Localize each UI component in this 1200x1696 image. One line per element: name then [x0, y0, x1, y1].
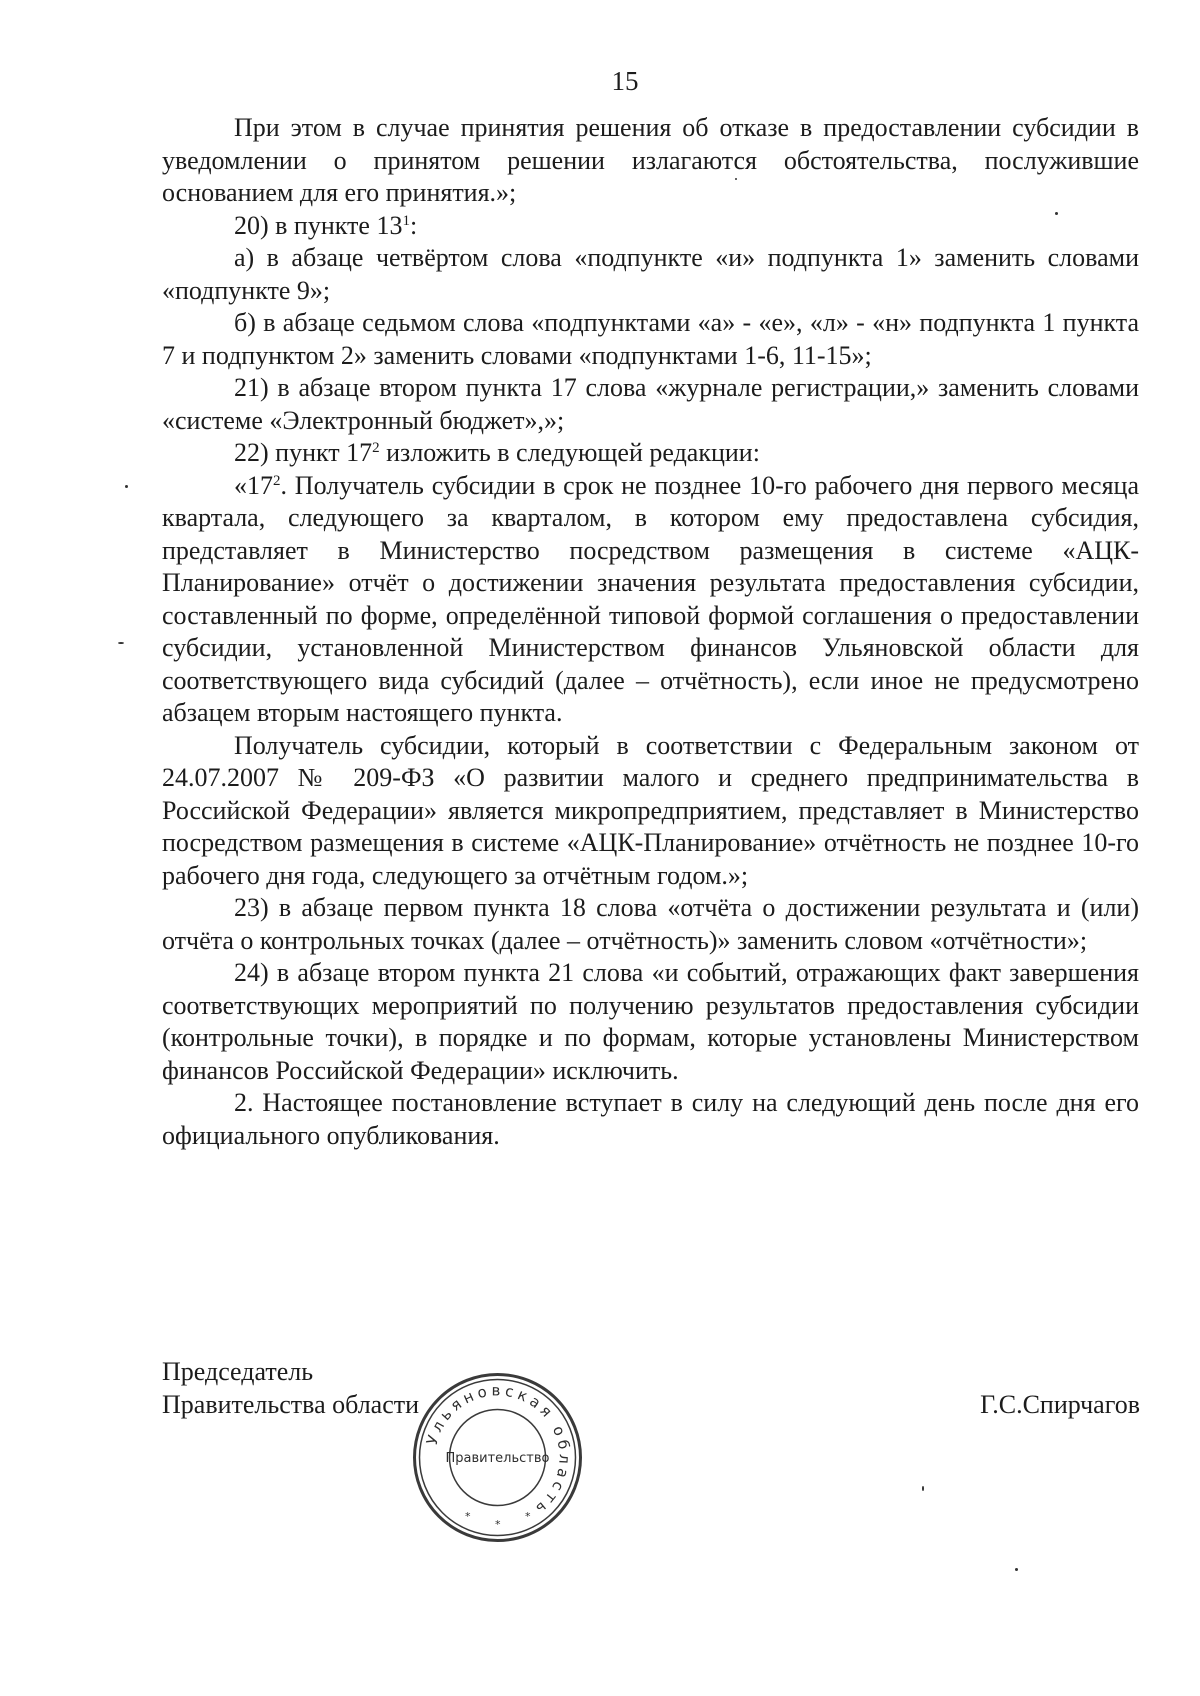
scan-speck	[1015, 1568, 1018, 1571]
signatory-title	[162, 1355, 419, 1421]
paragraph: При этом в случае принятия решения об отказе в предоставлении субсидии в уведомлении о принятом решении излагаются обстоятельства, послужившие основанием для его принятия.»;	[162, 113, 1139, 207]
paragraph: 24) в абзаце втором пункта 21 слова «и событий, отражающих факт завершения соответствующих мероприятий по получению результатов предоставления субсидии (контрольные точки), в порядке и по формам, которые установлены Министерством финансов Российской Федерации» исключить.	[162, 958, 1139, 1085]
document-body	[162, 112, 1139, 1152]
scan-speck	[125, 485, 128, 488]
paragraph: «$17^2$. Получатель субсидии в срок не позднее 10-го рабочего дня первого месяца квартала, следующего за кварталом, в котором ему предоставлена субсидия, представляет в Министерство посредством размещения в системе «АЦК-Планирование» отчёт о достижении значения результата предоставления субсидии, составленный по форме, определённой типовой формой соглашения о предоставлении субсидии, установленной Министерством финансов Ульяновской области для соответствующего вида субсидий (далее – отчётность), если иное не предусмотрено абзацем вторым настоящего пункта.	[162, 470, 1139, 727]
paragraph: 21) в абзаце втором пункта 17 слова «журнале регистрации,» заменить словами «системе «Электронный бюджет»,»;	[162, 373, 1139, 435]
signatory-title-line: Правительства области	[162, 1390, 420, 1419]
paragraph: 20) в пункте $13^1$:	[234, 210, 418, 240]
scan-speck	[118, 642, 124, 644]
signatory-name: Г.С.Спирчагов	[980, 1390, 1140, 1419]
svg-text:*: *	[495, 1518, 501, 1531]
stamp-center-text: Правительство	[445, 1451, 550, 1466]
paragraph: 2. Настоящее постановление вступает в силу на следующий день после дня его официального опубликования.	[162, 1088, 1139, 1150]
page-number: 15	[611, 66, 639, 96]
svg-text:*: *	[465, 1510, 471, 1523]
paragraph: 22) пункт $17^2$ изложить в следующей редакции:	[234, 438, 760, 467]
stamp-ring-text: Ульяновская область	[422, 1381, 574, 1521]
svg-text:*: *	[525, 1510, 531, 1523]
scan-speck	[735, 178, 737, 180]
paragraph: Получатель субсидии, который в соответствии с Федеральным законом от 24.07.2007 № 209-ФЗ «О развитии малого и среднего предпринимательства в Российской Федерации» является микропредприятием, представляет в Министерство посредством размещения в системе «АЦК-Планирование» отчётность не позднее 10-го рабочего дня года, следующего за отчётным годом.»;	[162, 730, 1139, 890]
paragraph: б) в абзаце седьмом слова «подпунктами «а» - «е», «л» - «н» подпункта 1 пункта 7 и подпунктом 2» заменить словами «подпунктами 1-6, 11-15»;	[162, 308, 1139, 370]
paragraph: а) в абзаце четвёртом слова «подпункте «и» подпункта 1» заменить словами «подпункте 9»;	[162, 243, 1139, 305]
stamp-seal	[410, 1370, 585, 1545]
signatory-title-line: Председатель	[162, 1357, 314, 1386]
paragraph: 23) в абзаце первом пункта 18 слова «отчёта о достижении результата и (или) отчёта о контрольных точках (далее – отчётность)» заменить словом «отчётности»;	[162, 893, 1139, 955]
scan-speck	[1055, 212, 1058, 215]
official-stamp	[410, 1370, 585, 1545]
scan-speck	[922, 1486, 924, 1491]
